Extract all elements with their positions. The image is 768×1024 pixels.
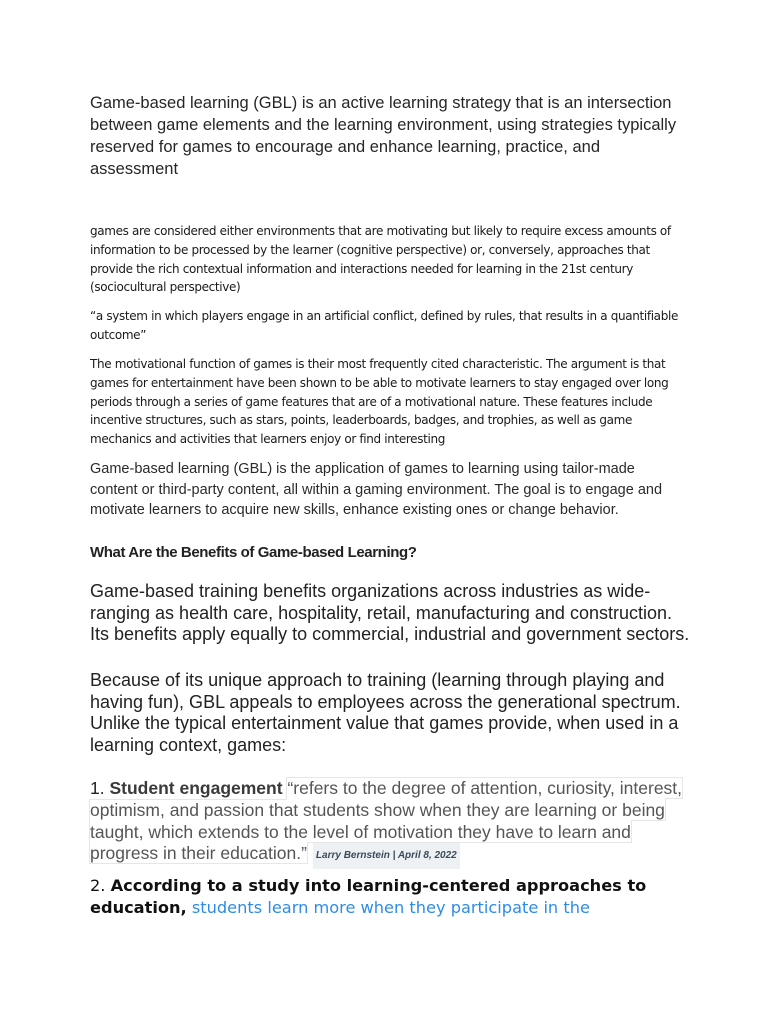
citation-badge[interactable]: Larry Bernstein | April 8, 2022 <box>313 843 460 869</box>
industries-paragraph: Game-based training benefits organizations across industries as wide-ranging as health care, hospitality, retail, manufacturing and construction. Its benefits apply equally to commercial, industrial and government sectors. <box>90 581 690 645</box>
approach-paragraph: Because of its unique approach to training (learning through playing and having fun), GBL appeals to employees across the generational spectrum. Unlike the typical entertainment value that games provide, when used in a learning context, games: <box>90 670 681 756</box>
perspectives-paragraph: games are considered either environments that are motivating but likely to require excess amounts of information to be processed by the learner (cognitive perspective) or, conversely, approaches that provide the rich contextual information and interactions needed for learning in the 21st century (sociocultural perspective) <box>90 224 671 295</box>
definition-quote: “a system in which players engage in an artificial conflict, defined by rules, that results in a quantifiable outcome” <box>90 309 678 342</box>
list-item-1 <box>90 778 690 869</box>
benefits-heading: What Are the Benefits of Game-based Learning? <box>90 544 417 561</box>
application-paragraph: Game-based learning (GBL) is the application of games to learning using tailor-made content or third-party content, all within a gaming environment. The goal is to engage and motivate learners to acquire new skills, enhance existing ones or change behavior. <box>90 461 663 518</box>
list-item-2 <box>90 875 690 919</box>
list-item-1-lead: Student engagement <box>109 778 283 798</box>
list-item-1-number: 1. <box>90 778 105 798</box>
list-item-2-number: 2. <box>90 876 106 895</box>
list-item-2-lead: According to a study into learning-centered approaches to education, <box>90 876 647 917</box>
study-link[interactable]: students learn more when they participate in the <box>191 898 590 917</box>
motivational-paragraph: The motivational function of games is their most frequently cited characteristic. The argument is that games for entertainment have been shown to be able to motivate learners to stay engaged over long periods through a series of game features that are of a motivational nature. These features include incentive structures, such as stars, points, leaderboards, badges, and trophies, as well as game mechanics and activities that learners enjoy or find interesting <box>90 357 669 447</box>
list-item-1-quote: “refers to the degree of attention, curiosity, interest, optimism, and passion that students show when they are learning or being taught, which extends to the level of motivation they have to learn and progress in their education.” <box>90 778 683 864</box>
intro-paragraph: Game-based learning (GBL) is an active learning strategy that is an intersection between game elements and the learning environment, using strategies typically reserved for games to encourage and enhance learning, practice, and assessment <box>90 94 677 178</box>
